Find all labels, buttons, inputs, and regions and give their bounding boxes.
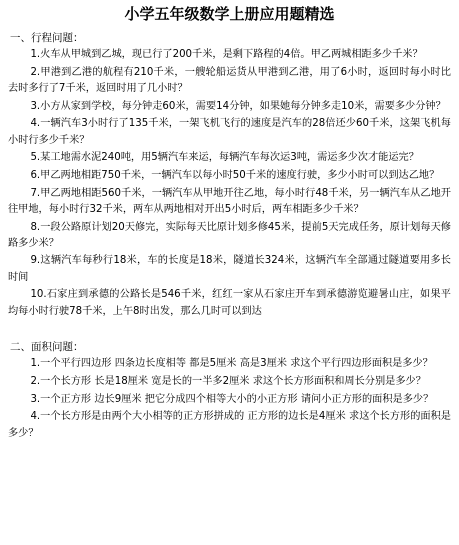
section-heading: 一、行程问题： bbox=[10, 32, 84, 44]
problem-item: 10.石家庄到承德的公路长是546千米，红红一家从石家庄开车到承德游览避暑山庄，如果平均每小时行驶78千米，上午8时出发，那么几时可以到达 bbox=[8, 289, 451, 317]
problem-item: 4.一个长方形是由两个大小相等的正方形拼成的 正方形的边长是4厘米 求这个长方形的面积是多少？ bbox=[8, 411, 451, 439]
problem-item: 5.某工地需水泥240吨，用5辆汽车来运，每辆汽车每次运3吨，需运多少次才能运完？ bbox=[30, 152, 419, 164]
problem-item: 2.一个长方形 长是18厘米 宽是长的一半多2厘米 求这个长方形面积和周长分别是多少？ bbox=[30, 375, 426, 387]
problem-item: 9.这辆汽车每秒行18米，车的长度是18米，隧道长324米，这辆汽车全部通过隧道要用多长时间 bbox=[8, 255, 451, 283]
section-heading: 二、面积问题： bbox=[10, 341, 84, 354]
problem-item: 1.一个平行四边形 四条边长度相等 都是5厘米 高是3厘米 求这个平行四边形面积是多少？ bbox=[30, 358, 433, 370]
problem-item: 1.火车从甲城到乙城，现已行了200千米，是剩下路程的4倍。甲乙两城相距多少千米？ bbox=[30, 49, 423, 60]
problem-item: 7.甲乙两地相距560千米，一辆汽车从甲地开往乙地，每小时行48千米，另一辆汽车从乙地开往甲地，每小时行32千米，两车从两地相对开出5小时后，两车相距多少千米？ bbox=[8, 187, 451, 215]
problem-item: 8.一段公路原计划20天修完，实际每天比原计划多修45米，提前5天完成任务，原计划每天修路多少米？ bbox=[8, 221, 451, 249]
problem-item: 6.甲乙两地相距750千米，一辆汽车以每小时50千米的速度行驶，多少小时可以到达乙地？ bbox=[30, 169, 440, 181]
section-spacer bbox=[8, 321, 451, 339]
section-travel-problems bbox=[8, 30, 451, 320]
problem-item: 4.一辆汽车3小时行了135千米，一架飞机飞行的速度是汽车的28倍还少60千米，这架飞机每小时行多少千米？ bbox=[8, 118, 451, 146]
problem-item: 3.小方从家到学校，每分钟走60米，需要14分钟，如果她每分钟多走10米，需要多少分钟？ bbox=[30, 100, 446, 112]
problem-item: 3.一个正方形 边长9厘米 把它分成四个相等大小的小正方形 请问小正方形的面积是多少？ bbox=[30, 393, 434, 405]
page-title: 小学五年级数学上册应用题精选 bbox=[124, 5, 335, 23]
section-area-problems bbox=[8, 339, 451, 442]
problem-item: 2.甲港到乙港的航程有210千米，一艘轮船运货从甲港到乙港，用了6小时，返回时每小时比去时多行了7千米，返回时用了几小时？ bbox=[8, 66, 451, 94]
